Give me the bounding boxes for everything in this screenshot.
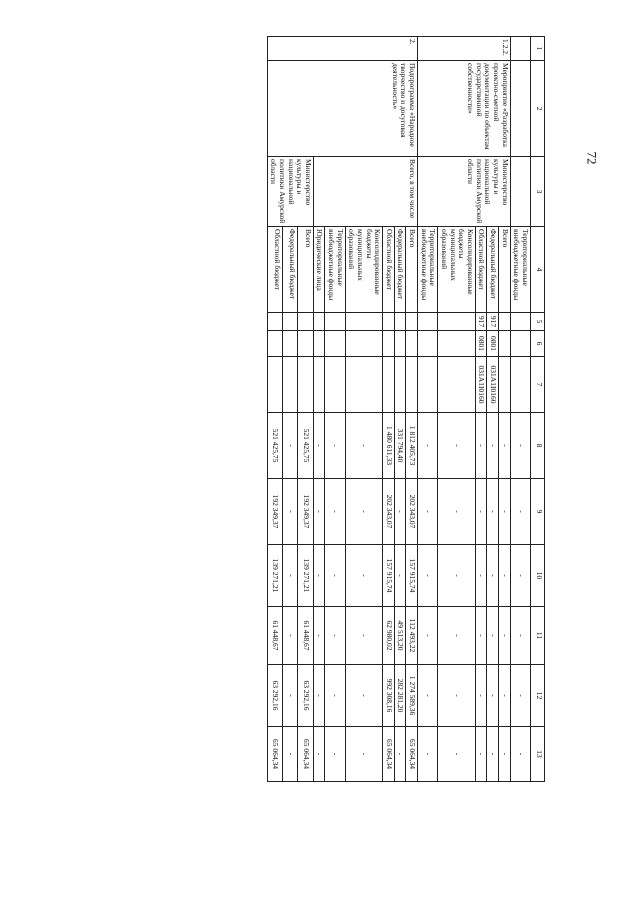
value-cell-col5 (267, 313, 282, 331)
value-cell-col11: 49 513,20 (394, 607, 406, 665)
value-cell-col8: 521 425,75 (298, 413, 313, 479)
value-cell-col12: 282 281,20 (394, 665, 406, 727)
value-cell-col11: - (487, 607, 499, 665)
value-cell-col5 (298, 313, 313, 331)
table-row (510, 37, 530, 782)
value-cell-col12: - (438, 665, 476, 727)
budget-table (267, 36, 545, 782)
value-cell-col8: 331 794,40 (394, 413, 406, 479)
value-cell-col6 (406, 331, 418, 357)
value-cell-col8: - (438, 413, 476, 479)
value-cell-col12: - (418, 665, 438, 727)
value-cell-col7 (283, 357, 298, 413)
value-cell-col8: - (510, 413, 530, 479)
table-row (406, 37, 418, 782)
value-cell-col6 (438, 331, 476, 357)
value-cell-col11: 62 980,02 (383, 607, 395, 665)
value-cell-col13: 65 064,34 (298, 727, 313, 782)
value-cell-col6 (313, 331, 325, 357)
value-cell-col12: - (475, 665, 487, 727)
row-name (510, 61, 530, 157)
value-cell-col7 (267, 357, 282, 413)
value-cell-col5: 917 (487, 313, 499, 331)
value-cell-col13: - (438, 727, 476, 782)
value-cell-col13: - (499, 727, 511, 782)
column-header: 8 (531, 413, 545, 479)
value-cell-col5 (313, 313, 325, 331)
value-cell-col11: - (418, 607, 438, 665)
value-cell-col12: - (345, 665, 383, 727)
funding-source: Всего (298, 227, 313, 313)
value-cell-col7 (383, 357, 395, 413)
value-cell-col6 (298, 331, 313, 357)
value-cell-col10: 157 915,74 (383, 545, 395, 607)
value-cell-col9: - (438, 479, 476, 545)
value-cell-col12: - (283, 665, 298, 727)
value-cell-col10: - (475, 545, 487, 607)
value-cell-col12: 63 292,16 (298, 665, 313, 727)
value-cell-col13: - (325, 727, 345, 782)
responsible-executor: Всего, в том числе (313, 157, 417, 227)
value-cell-col6 (510, 331, 530, 357)
table-wrapper (115, 36, 545, 769)
value-cell-col6 (418, 331, 438, 357)
funding-source: Федеральный бюджет (487, 227, 499, 313)
value-cell-col9: 202 343,07 (383, 479, 395, 545)
value-cell-col8: - (475, 413, 487, 479)
value-cell-col6: 0801 (487, 331, 499, 357)
value-cell-col9: - (394, 479, 406, 545)
header-row (531, 37, 545, 782)
rotated-table-container (115, 36, 545, 769)
row-code (510, 37, 530, 61)
funding-source: Юридические лица (313, 227, 325, 313)
value-cell-col11: - (345, 607, 383, 665)
value-cell-col8: - (283, 413, 298, 479)
value-cell-col13: - (487, 727, 499, 782)
value-cell-col12: - (487, 665, 499, 727)
value-cell-col7 (394, 357, 406, 413)
value-cell-col6 (325, 331, 345, 357)
funding-source: Территориальные внебюджетные фонды (510, 227, 530, 313)
funding-source: Областной бюджет (475, 227, 487, 313)
funding-source: Федеральный бюджет (394, 227, 406, 313)
column-header: 13 (531, 727, 545, 782)
row-name: Мероприятие «Разработка проектно-сметной документации по объектам государственной собственности» (418, 61, 511, 157)
value-cell-col9: - (345, 479, 383, 545)
column-header: 3 (531, 157, 545, 227)
value-cell-col8: - (418, 413, 438, 479)
value-cell-col8: - (313, 413, 325, 479)
value-cell-col5 (510, 313, 530, 331)
value-cell-col12: 992 308,16 (383, 665, 395, 727)
value-cell-col6 (283, 331, 298, 357)
responsible-executor: Министерство культуры и национальной политики Амурской области (267, 157, 313, 227)
value-cell-col9: - (325, 479, 345, 545)
value-cell-col5 (345, 313, 383, 331)
value-cell-col9: 202 343,07 (406, 479, 418, 545)
value-cell-col9: 192 349,37 (267, 479, 282, 545)
value-cell-col11: - (499, 607, 511, 665)
value-cell-col7 (418, 357, 438, 413)
value-cell-col10: - (418, 545, 438, 607)
value-cell-col9: 192 349,37 (298, 479, 313, 545)
column-header: 6 (531, 331, 545, 357)
funding-source: Территориальные внебюджетные фонды (325, 227, 345, 313)
value-cell-col5 (325, 313, 345, 331)
value-cell-col10: 157 915,74 (406, 545, 418, 607)
value-cell-col10: - (325, 545, 345, 607)
value-cell-col13: - (418, 727, 438, 782)
value-cell-col7 (313, 357, 325, 413)
funding-source: Консолидированные бюджеты муниципальных образований (345, 227, 383, 313)
value-cell-col7 (298, 357, 313, 413)
value-cell-col13: - (510, 727, 530, 782)
value-cell-col11: 61 448,67 (267, 607, 282, 665)
funding-source: Федеральный бюджет (283, 227, 298, 313)
value-cell-col8: 1 480 611,33 (383, 413, 395, 479)
funding-source: Территориальные внебюджетные фонды (418, 227, 438, 313)
value-cell-col10: - (394, 545, 406, 607)
value-cell-col10: 139 271,21 (267, 545, 282, 607)
value-cell-col12: - (325, 665, 345, 727)
value-cell-col10: - (283, 545, 298, 607)
value-cell-col9: - (283, 479, 298, 545)
value-cell-col12: - (510, 665, 530, 727)
value-cell-col7: 031A1I0160 (475, 357, 487, 413)
value-cell-col6 (383, 331, 395, 357)
value-cell-col5 (406, 313, 418, 331)
value-cell-col8: - (487, 413, 499, 479)
value-cell-col9: - (487, 479, 499, 545)
value-cell-col8: - (325, 413, 345, 479)
column-header: 1 (531, 37, 545, 61)
value-cell-col9: - (313, 479, 325, 545)
value-cell-col9: - (510, 479, 530, 545)
table-row (499, 37, 511, 782)
funding-source: Всего (499, 227, 511, 313)
value-cell-col8: 521 425,75 (267, 413, 282, 479)
value-cell-col9: - (418, 479, 438, 545)
row-code: 2. (267, 37, 417, 61)
value-cell-col7 (325, 357, 345, 413)
value-cell-col10: - (487, 545, 499, 607)
value-cell-col12: - (313, 665, 325, 727)
value-cell-col7 (499, 357, 511, 413)
value-cell-col8: - (499, 413, 511, 479)
value-cell-col7 (406, 357, 418, 413)
value-cell-col11: 61 448,67 (298, 607, 313, 665)
column-header: 7 (531, 357, 545, 413)
value-cell-col12: - (499, 665, 511, 727)
value-cell-col5 (438, 313, 476, 331)
value-cell-col5 (394, 313, 406, 331)
value-cell-col5 (283, 313, 298, 331)
value-cell-col10: - (438, 545, 476, 607)
column-header: 4 (531, 227, 545, 313)
value-cell-col12: 63 292,16 (267, 665, 282, 727)
value-cell-col7: 031A1I0160 (487, 357, 499, 413)
value-cell-col10: - (499, 545, 511, 607)
value-cell-col6 (394, 331, 406, 357)
value-cell-col13: 65 064,34 (383, 727, 395, 782)
value-cell-col13: - (394, 727, 406, 782)
value-cell-col5 (418, 313, 438, 331)
value-cell-col6 (345, 331, 383, 357)
value-cell-col13: - (313, 727, 325, 782)
column-header: 11 (531, 607, 545, 665)
value-cell-col8: 1 812 405,73 (406, 413, 418, 479)
value-cell-col13: 65 064,34 (406, 727, 418, 782)
column-header: 2 (531, 61, 545, 157)
value-cell-col11: - (313, 607, 325, 665)
value-cell-col6 (499, 331, 511, 357)
value-cell-col10: - (313, 545, 325, 607)
value-cell-col9: - (499, 479, 511, 545)
value-cell-col10: - (345, 545, 383, 607)
value-cell-col11: - (325, 607, 345, 665)
column-header: 10 (531, 545, 545, 607)
value-cell-col11: - (438, 607, 476, 665)
funding-source: Всего (406, 227, 418, 313)
value-cell-col6 (267, 331, 282, 357)
funding-source: Консолидированные бюджеты муниципальных образований (438, 227, 476, 313)
value-cell-col5: 917 (475, 313, 487, 331)
value-cell-col7 (438, 357, 476, 413)
value-cell-col7 (510, 357, 530, 413)
value-cell-col11: - (283, 607, 298, 665)
responsible-executor: Министерство культуры и национальной политики Амурской области (418, 157, 511, 227)
value-cell-col6: 0801 (475, 331, 487, 357)
value-cell-col10: 139 271,21 (298, 545, 313, 607)
column-header: 5 (531, 313, 545, 331)
value-cell-col8: - (345, 413, 383, 479)
column-header: 9 (531, 479, 545, 545)
value-cell-col7 (345, 357, 383, 413)
value-cell-col13: - (345, 727, 383, 782)
page-number: 72 (584, 151, 600, 165)
row-name: Подпрограмма «Народное творчество и досуговая деятельность» (267, 61, 417, 157)
value-cell-col13: - (283, 727, 298, 782)
value-cell-col11: 112 493,22 (406, 607, 418, 665)
value-cell-col13: - (475, 727, 487, 782)
funding-source: Областной бюджет (383, 227, 395, 313)
value-cell-col11: - (475, 607, 487, 665)
value-cell-col5 (383, 313, 395, 331)
value-cell-col5 (499, 313, 511, 331)
value-cell-col12: 1 274 589,36 (406, 665, 418, 727)
value-cell-col10: - (510, 545, 530, 607)
value-cell-col9: - (475, 479, 487, 545)
responsible-executor (510, 157, 530, 227)
row-code: 1.2.2. (418, 37, 511, 61)
value-cell-col11: - (510, 607, 530, 665)
value-cell-col13: 65 064,34 (267, 727, 282, 782)
column-header: 12 (531, 665, 545, 727)
funding-source: Областной бюджет (267, 227, 282, 313)
